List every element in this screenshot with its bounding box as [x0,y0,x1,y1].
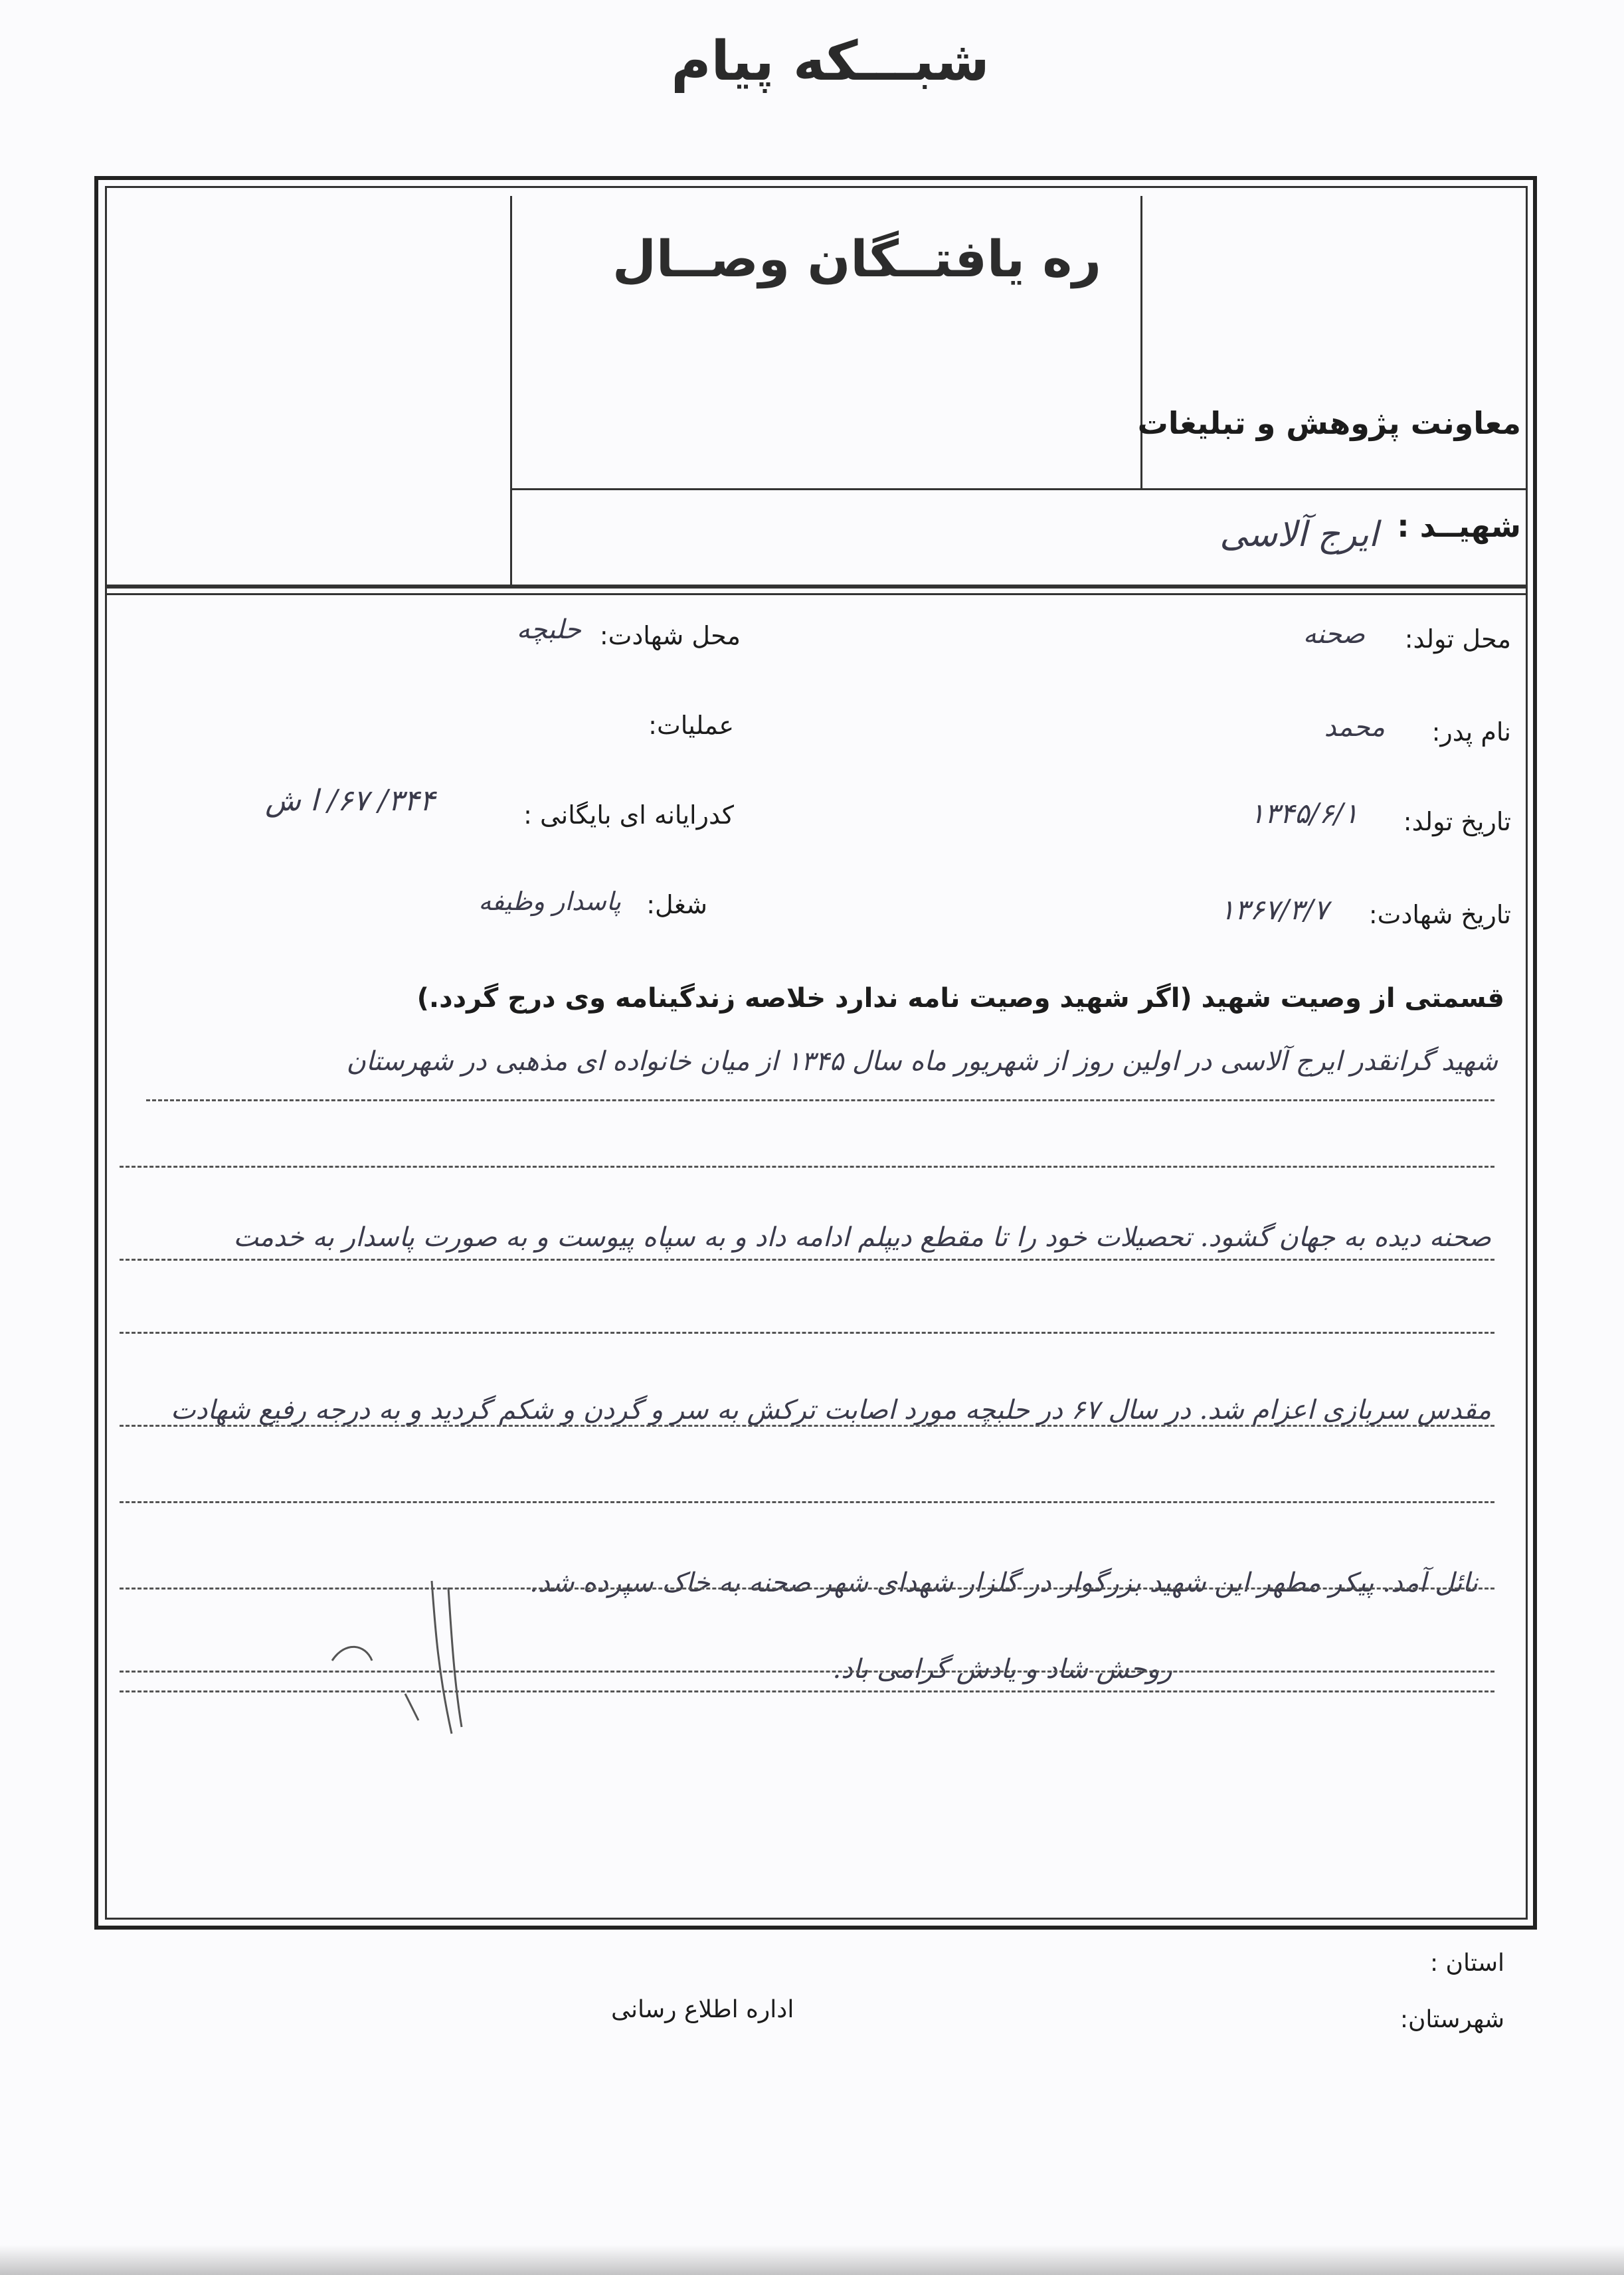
province-label: استان : [1429,1950,1504,1977]
will-heading: قسمتی از وصیت شهید (اگر شهید وصیت نامه ندارد خلاصه زندگینامه وی درج گردد.) [416,983,1504,1014]
header-divider-left [510,196,512,587]
header-divider-bottom-thin [105,593,1528,595]
writing-line [120,1501,1494,1503]
birth-date-label: تاریخ تولد: [1403,807,1511,836]
network-title: شبـــکه پیام [671,30,990,93]
header-divider-right [1140,196,1142,488]
father-name-value: محمد [1324,712,1385,743]
department-label: معاونت پژوهش و تبلیغات [1137,405,1521,441]
writing-line [120,1166,1494,1168]
header-divider-middle [510,488,1528,490]
job-value: پاسدار وظیفه [478,887,621,916]
pen-marks [319,1561,492,1747]
martyr-label: شهیــد : [1397,508,1521,544]
scan-noise [0,2245,1624,2275]
martyrdom-date-value: ۱۳۶۷/۳/۷ [1219,893,1328,926]
birth-date-value: ۱۳۴۵/۶/۱ [1249,797,1358,830]
father-name-label: نام پدر: [1431,717,1511,747]
job-label: شغل: [646,890,707,919]
header-divider-bottom [105,585,1528,589]
operation-label: عملیات: [648,711,734,740]
archive-code-label: کدرایانه ای بایگانی : [523,800,734,830]
will-line-2: صحنه دیده به جهان گشود. تحصیلات خود را تا مقطع دیپلم ادامه داد و به سپاه پیوست و به صورت پاسدار به خدمت [233,1222,1491,1253]
will-line-5: روحش شاد و یادش گرامی باد. [832,1654,1172,1684]
will-line-3: مقدس سربازی اعزام شد. در سال ۶۷ در حلبچه مورد اصابت ترکش به سر و گردن و شکم گردید و به درجه رفیع شهادت [170,1395,1491,1425]
birth-place-label: محل تولد: [1404,624,1511,654]
writing-line [146,1099,1494,1101]
will-line-4: نائل آمد. پیکر مطهر این شهید بزرگوار در گلزار شهدای شهر صحنه به خاک سپرده شد. [529,1568,1478,1598]
writing-line [120,1259,1494,1261]
writing-line [120,1425,1494,1427]
martyr-name-handwritten: ایرج آلاسی [1219,515,1378,555]
archive-code-value: ۳۴۴/ ۶۷/ ا ش [265,784,435,818]
martyrdom-place-value: حلبچه [516,614,581,645]
writing-line [120,1332,1494,1334]
city-label: شهرستان: [1399,2006,1504,2033]
will-line-1: شهید گرانقدر ایرج آلاسی در اولین روز از شهریور ماه سال ۱۳۴۵ از میان خانواده ای مذهبی در شهرستان [346,1046,1498,1077]
martyrdom-date-label: تاریخ شهادت: [1368,900,1511,929]
header-title: ره یافتــگان وصــال [612,229,1102,288]
martyrdom-place-label: محل شهادت: [599,621,741,650]
information-office: اداره اطلاع رسانی [611,1996,794,2023]
birth-place-value: صحنه [1303,619,1365,650]
